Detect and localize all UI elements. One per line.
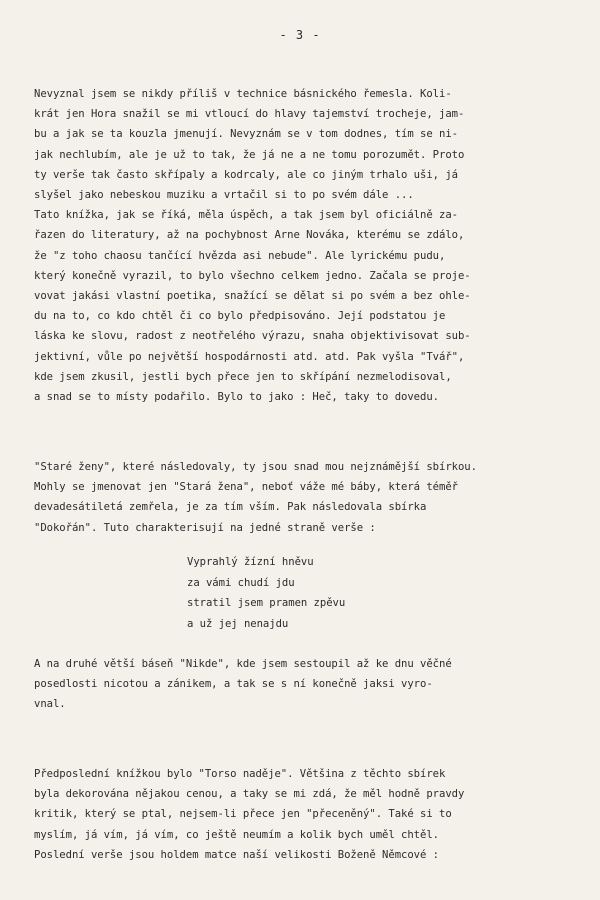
paragraph-technique (34, 84, 594, 407)
page-number: - 3 - (279, 28, 321, 42)
text-line: Mohly se jmenovat jen "Stará žena", neboť váže mé báby, která téměř (34, 481, 458, 494)
text-line: Nevyznal jsem se nikdy příliš v technice básnického řemesla. Koli- (34, 88, 452, 100)
text-line: byla dekorována nějakou cenou, a taky se mi zdá, že měl hodně pravdy (34, 788, 465, 801)
text-line: kde jsem zkusil, jestli bych přece jen to skřípání nezmelodisoval, (34, 370, 452, 383)
text-line: kritik, který se ptal, nejsem-li přece jen "přeceněný". Také si to (34, 808, 452, 821)
text-line: bu a jak se ta kouzla jmenují. Nevyznám se v tom dodnes, tím se ni- (34, 128, 458, 141)
text-line: vnal. (34, 698, 66, 711)
text-line: Tato knížka, jak se říká, měla úspěch, a tak jsem byl oficiálně za- (34, 209, 458, 222)
text-line: jak nechlubím, ale je už to tak, že já ne a ne tomu porozumět. Proto (34, 148, 465, 161)
text-line: slyšel jako nebeskou muziku a vrtačil si to po svém dále ... (34, 189, 414, 202)
text-line: Předposlední knížkou bylo "Torso naděje". Většina z těchto sbírek (34, 768, 446, 780)
text-line: ty verše tak často skřípaly a kodrcaly, ale co jiným trhalo uši, já (34, 168, 458, 181)
text-line: řazen do literatury, až na pochybnost Arne Nováka, kterému se zdálo, (34, 229, 465, 242)
verse-line: za vámi chudí jdu (187, 576, 295, 589)
text-line: jektivní, vůle po největší hospodárnosti atd. atd. Pak vyšla "Tvář", (34, 350, 465, 363)
text-line: du na to, co kdo chtěl či co bylo předpisováno. Její podstatou je (34, 310, 446, 323)
verse-line: Vyprahlý žízní hněvu (187, 556, 314, 568)
text-line: krát jen Hora snažil se mi vtloucí do hlavy tajemství trocheje, jam- (34, 108, 465, 121)
paragraph-torso-nadeje (34, 764, 594, 865)
text-line: "Staré ženy", které následovaly, ty jsou snad mou nejznámější sbírkou. (34, 461, 477, 473)
text-line: posedlosti nicotou a zánikem, a tak se s ní konečně jaksi vyro- (34, 678, 433, 691)
verse-line: stratil jsem pramen zpěvu (187, 597, 346, 609)
text-line: a snad se to místy podařilo. Bylo to jako : Heč, taky to dovedu. (34, 391, 439, 404)
text-line: láska ke slovu, radost z neotřelého výrazu, snaha objektivisovat sub- (34, 330, 471, 343)
text-line: A na druhé větší báseň "Nikde", kde jsem sestoupil až ke dnu věčné (34, 658, 452, 670)
text-line: vovat jakási vlastní poetika, snažící se dělat si po svém a bez ohle- (34, 290, 471, 303)
text-line: Poslední verše jsou holdem matce naší velikosti Boženě Němcové : (34, 848, 439, 861)
paragraph-stare-zeny (34, 457, 594, 538)
text-line: myslím, já vím, já vím, co ještě neumím a kolik bych uměl chtěl. (34, 828, 439, 841)
text-line: "Dokořán". Tuto charakterisují na jedné straně verše : (34, 521, 376, 534)
text-line: devadesátiletá zemřela, je za tím vším. Pak následovala sbírka (34, 501, 427, 514)
verse-line: a už jej nenajdu (187, 617, 289, 630)
text-line: který konečně vyrazil, to bylo všechno celkem jedno. Začala se proje- (34, 269, 471, 282)
verse-quote (187, 552, 487, 634)
text-line: že "z toho chaosu tančící hvězda asi nebude". Ale lyrickému pudu, (34, 249, 446, 262)
paragraph-nikde (34, 654, 594, 715)
